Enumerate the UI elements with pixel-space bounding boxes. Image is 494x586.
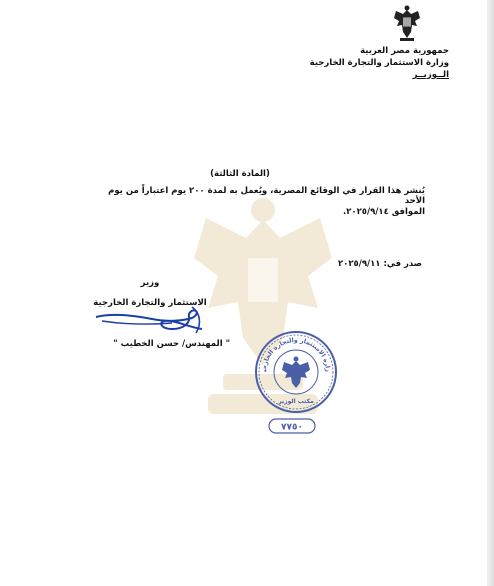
page-edge bbox=[487, 0, 494, 586]
issue-date: صدر في: ٢٠٢٥/٩/١١ bbox=[337, 259, 422, 269]
decree-text-line-2: الموافق ٢٠٢٥/٩/١٤. bbox=[343, 207, 425, 217]
signatory-title-line-2: الاستثمار والتجارة الخارجية bbox=[93, 298, 207, 308]
seal-serial-number: ٧٧٥٠ bbox=[281, 422, 303, 433]
ministry-seal bbox=[254, 330, 338, 414]
seal-ring-text: زارة الاستثمار والتجارة الخارجي bbox=[260, 336, 332, 373]
seal-bottom-text: مكتب الوزير bbox=[278, 398, 314, 405]
handwritten-signature bbox=[92, 299, 212, 339]
signatory-title-line-1: وزير bbox=[140, 278, 160, 288]
decree-text-line-1: يُنشر هذا القرار في الوقائع المصرية، ويُعمل به لمدة ٢٠٠ يوم اعتباراً من يوم الأحد bbox=[108, 186, 425, 206]
country-name: جمهورية مصر العربية bbox=[360, 46, 449, 56]
minister-label: الــوزيــر bbox=[412, 70, 449, 80]
egypt-eagle-icon bbox=[392, 4, 422, 42]
signatory-name: " المهندس/ حسن الخطيب " bbox=[113, 339, 230, 349]
seal-serial-stamp bbox=[268, 418, 316, 434]
article-title: (المادة الثالثة) bbox=[210, 169, 270, 179]
ministry-name: وزارة الاستثمار والتجارة الخارجية bbox=[309, 58, 449, 68]
letterhead bbox=[249, 45, 449, 81]
